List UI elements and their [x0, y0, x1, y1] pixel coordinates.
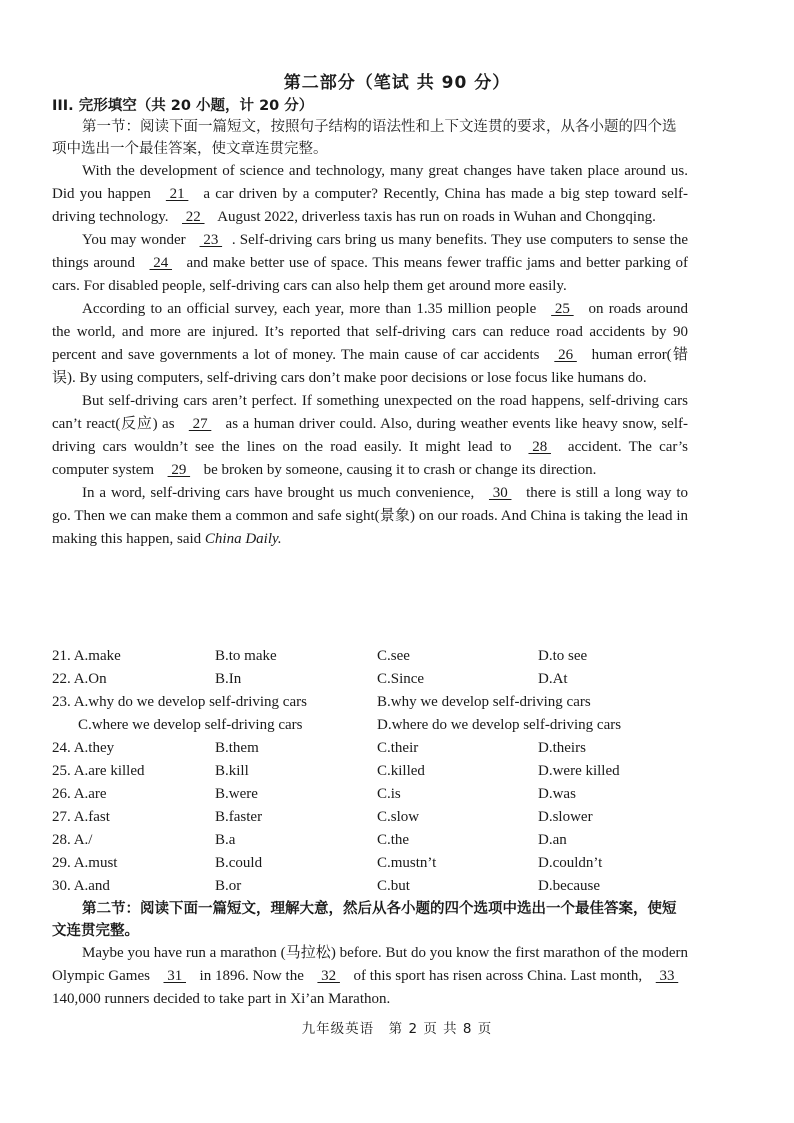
- blank-26: 26: [554, 347, 577, 363]
- option-b: B.why we develop self-driving cars: [377, 694, 591, 710]
- passage-text: human error(错误). By using computers, self-driving cars don’t make poor decisions or lose focus like humans do.: [52, 347, 689, 386]
- option-b: B.to make: [215, 648, 277, 664]
- passage-text: accident. The car’s computer system: [52, 439, 688, 478]
- blank-22: 22: [182, 209, 205, 225]
- passage-text: in 1896. Now the: [195, 968, 308, 984]
- passage-text: In a word, self-driving cars have brought us much convenience,: [82, 485, 480, 501]
- question-number-option-a: [52, 691, 307, 714]
- option-a: A.why do we develop self-driving cars: [73, 694, 307, 710]
- option-b: B.could: [215, 855, 263, 871]
- question-number: 23.: [52, 694, 74, 710]
- passage-text: a car driven by a computer? Recently, China has made a big step toward self-driving technology.: [52, 186, 688, 225]
- option-d: D.slower: [538, 809, 593, 825]
- blank-32: 32: [317, 968, 340, 984]
- option-b: B.them: [215, 740, 259, 756]
- question-number-option-a: [52, 852, 117, 875]
- cloze-passage-2: [52, 942, 688, 1011]
- passage-paragraph: [52, 298, 688, 390]
- option-a: A.and: [73, 878, 110, 894]
- question-number-option-a: [52, 668, 107, 691]
- passage-text: . Self-driving cars bring us many benefits. They use computers to sense the things around: [52, 232, 688, 271]
- question-row: [52, 714, 712, 737]
- question-row: [52, 668, 712, 691]
- option-c: C.Since: [377, 671, 425, 687]
- question-number: 26.: [52, 786, 74, 802]
- passage-text: and make better use of space. This means fewer traffic jams and better parking of cars. For disabled people, self-driving cars can also help them get around more easily.: [52, 255, 688, 294]
- passage-text: You may wonder: [82, 232, 190, 248]
- part-title: 第二部分（笔试 共 90 分）: [283, 73, 511, 93]
- question-row: [52, 875, 712, 898]
- blank-25: 25: [551, 301, 574, 317]
- question-row: [52, 691, 712, 714]
- passage-text: According to an official survey, each year, more than 1.35 million people: [82, 301, 542, 317]
- question-number: 28.: [52, 832, 74, 848]
- option-d: D.were killed: [538, 763, 620, 779]
- question-number: 24.: [52, 740, 74, 756]
- cloze-passage-1: [52, 160, 688, 551]
- option-d: D.couldn’t: [538, 855, 603, 871]
- passage-text: With the development of science and technology, many great changes have taken place around us. Did you happen: [52, 163, 688, 202]
- option-a: A.are killed: [73, 763, 145, 779]
- question-number-option-a: [52, 783, 107, 806]
- question-number-option-a: [52, 829, 92, 852]
- question-row: [52, 829, 712, 852]
- option-b: B.kill: [215, 763, 249, 779]
- answer-options: [52, 645, 712, 898]
- passage-paragraph: [52, 482, 688, 551]
- blank-27: 27: [188, 416, 212, 432]
- question-number: 21.: [52, 648, 74, 664]
- passage-text: on roads around the world, and more are injured. It’s reported that self-driving cars can reduce road accidents by 90 percent and save governments a lot of money. The main cause of car accidents: [52, 301, 688, 363]
- option-c: C.killed: [377, 763, 425, 779]
- passage-text: as a human driver could. Also, during weather events like heavy snow, self-driving cars wouldn’t see the lines on the road easily. It might lead to: [52, 416, 688, 455]
- option-d: D.theirs: [538, 740, 586, 756]
- option-d: D.because: [538, 878, 601, 894]
- option-d: D.where do we develop self-driving cars: [377, 717, 622, 733]
- passage-text: 140,000 runners decided to take part in Xi’an Marathon.: [52, 991, 391, 1007]
- passage-paragraph: [52, 942, 688, 1011]
- question-number-option-a: [52, 875, 110, 898]
- question-number: 22.: [52, 671, 74, 687]
- option-c: C.where we develop self-driving cars: [78, 717, 303, 733]
- option-a: A.must: [73, 855, 118, 871]
- passage-text: be broken by someone, causing it to crash or change its direction.: [199, 462, 597, 478]
- option-c: C.but: [377, 878, 410, 894]
- blank-28: 28: [528, 439, 551, 455]
- option-a: A.are: [73, 786, 107, 802]
- section1-instructions: 第一节：阅读下面一篇短文，按照句子结构的语法性和上下文连贯的要求，从各小题的四个选项中选出一个最佳答案，使文章连贯完整。: [52, 119, 677, 157]
- blank-31: 31: [163, 968, 186, 984]
- option-c: C.the: [377, 832, 410, 848]
- option-b: B.In: [215, 671, 242, 687]
- question-number-option-a: [52, 645, 121, 668]
- option-b: B.were: [215, 786, 258, 802]
- blank-29: 29: [167, 462, 191, 478]
- blank-33: 33: [655, 968, 679, 984]
- option-d: D.was: [538, 786, 576, 802]
- option-b: B.a: [215, 832, 236, 848]
- option-a: A.fast: [73, 809, 110, 825]
- section2-instructions: 第二节：阅读下面一篇短文，理解大意，然后从各小题的四个选项中选出一个最佳答案，使短文连贯完整。: [52, 901, 677, 939]
- question-number-option-a: [52, 806, 110, 829]
- option-b: B.or: [215, 878, 242, 894]
- question-row: [52, 645, 712, 668]
- option-a: A.On: [73, 671, 107, 687]
- question-row: [52, 806, 712, 829]
- option-c: C.see: [377, 648, 410, 664]
- option-d: D.At: [538, 671, 568, 687]
- option-d: D.an: [538, 832, 567, 848]
- question-row: [52, 737, 712, 760]
- blank-21: 21: [165, 186, 189, 202]
- passage-text: there is still a long way to go. Then we can make them a common and safe sight(景象) on our roads. And China is taking the lead in making this happen, said: [52, 485, 688, 547]
- question-number: 29.: [52, 855, 74, 871]
- option-c: C.mustn’t: [377, 855, 437, 871]
- option-b: B.faster: [215, 809, 263, 825]
- option-c: C.their: [377, 740, 419, 756]
- question-row: [52, 852, 712, 875]
- option-a: A./: [73, 832, 93, 848]
- passage-text: August 2022, driverless taxis has run on roads in Wuhan and Chongqing.: [214, 209, 656, 225]
- blank-23: 23: [199, 232, 223, 248]
- question-row: [52, 760, 712, 783]
- blank-24: 24: [149, 255, 173, 271]
- option-a: A.they: [73, 740, 115, 756]
- section-title: III. 完形填空（共 20 小题，计 20 分）: [52, 98, 314, 114]
- option-c: C.slow: [377, 809, 420, 825]
- source-name: China Daily.: [204, 531, 282, 547]
- question-number: 30.: [52, 878, 74, 894]
- question-number-option-a: [52, 760, 145, 783]
- passage-paragraph: [52, 160, 688, 229]
- question-number: 27.: [52, 809, 74, 825]
- question-number-option-a: [52, 737, 114, 760]
- page-footer: 九年级英语 第 2 页 共 8 页: [301, 1021, 493, 1037]
- passage-paragraph: [52, 390, 688, 482]
- question-number: 25.: [52, 763, 74, 779]
- passage-text: Maybe you have run a marathon (马拉松) before. But do you know the first marathon of the modern Olympic Games: [52, 945, 688, 984]
- blank-30: 30: [488, 485, 512, 501]
- passage-text: But self-driving cars aren’t perfect. If something unexpected on the road happens, self-driving cars can’t react(反应) as: [52, 393, 688, 432]
- option-a: A.make: [73, 648, 121, 664]
- passage-paragraph: [52, 229, 688, 298]
- question-row: [52, 783, 712, 806]
- passage-text: of this sport has risen across China. Last month,: [349, 968, 646, 984]
- option-c: C.is: [377, 786, 401, 802]
- option-d: D.to see: [538, 648, 588, 664]
